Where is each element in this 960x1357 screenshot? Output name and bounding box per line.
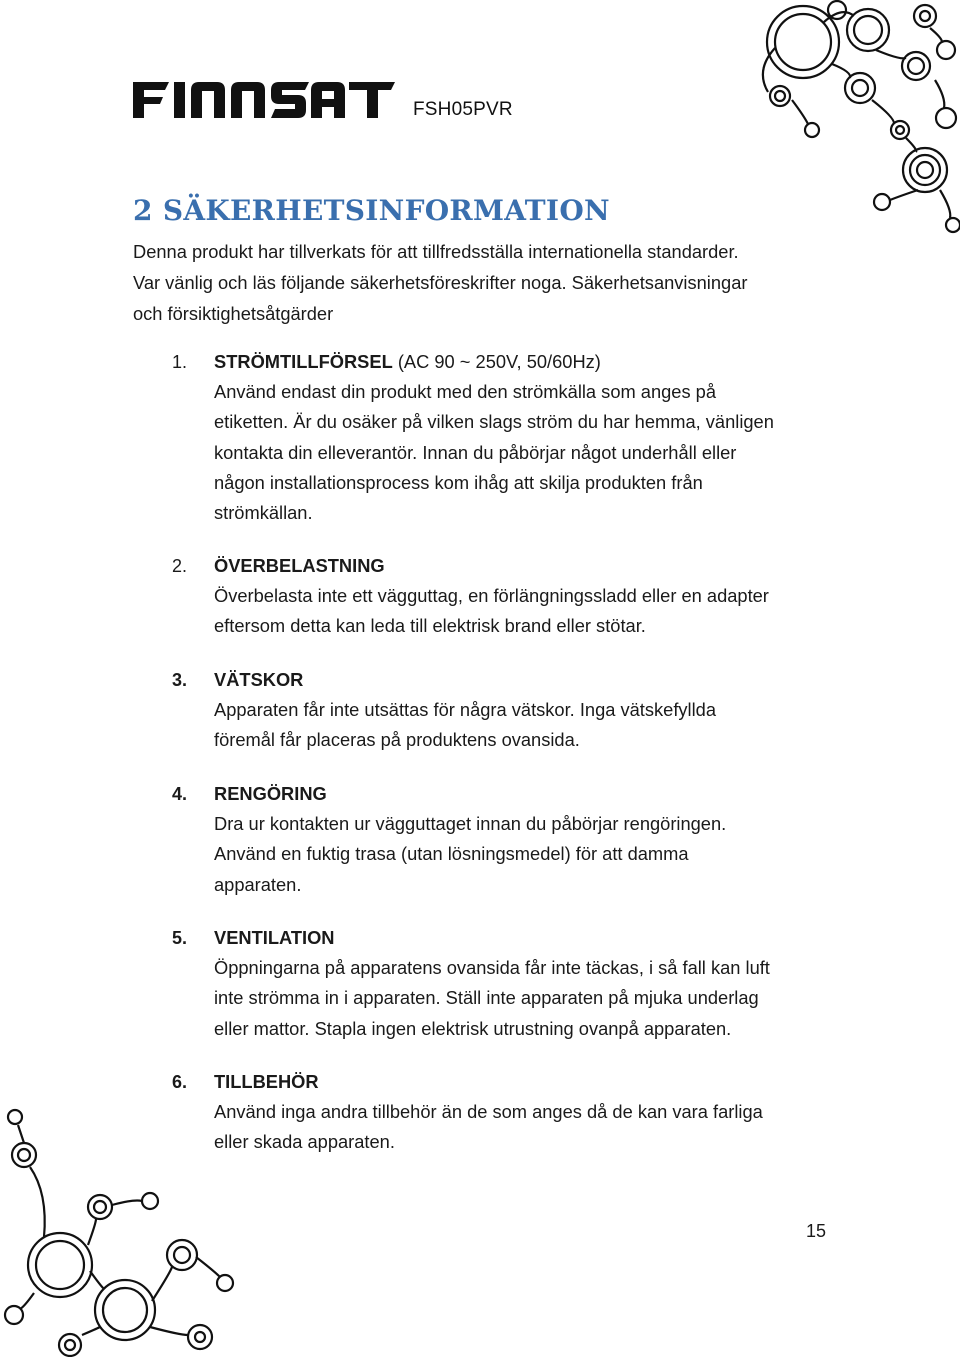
item-text: kontakta din elleverantör. Innan du påbörjar något underhåll eller bbox=[214, 441, 737, 463]
item-text: inte strömma in i apparaten. Ställ inte apparaten på mjuka underlag bbox=[214, 987, 759, 1009]
item-heading: ÖVERBELASTNING bbox=[214, 555, 385, 576]
item-text: eller skada apparaten. bbox=[214, 1131, 395, 1153]
item-heading-suffix: (AC 90 ~ 250V, 50/60Hz) bbox=[392, 351, 601, 372]
section-title: 2 SÄKERHETSINFORMATION bbox=[133, 194, 610, 227]
item-heading: TILLBEHÖR bbox=[214, 1071, 319, 1092]
item-content bbox=[214, 347, 854, 528]
intro-line: och försiktighetsåtgärder bbox=[133, 303, 334, 324]
item-text: Använd inga andra tillbehör än de som anges då de kan vara farliga bbox=[214, 1101, 763, 1123]
item-number: 6. bbox=[172, 1072, 188, 1092]
intro-paragraph bbox=[133, 236, 833, 329]
item-content bbox=[214, 1067, 854, 1158]
item-text: strömkällan. bbox=[214, 502, 313, 524]
item-text: Dra ur kontakten ur vägguttaget innan du påbörjar rengöringen. bbox=[214, 813, 727, 835]
item-number: 4. bbox=[172, 784, 188, 804]
item-heading: VÄTSKOR bbox=[214, 669, 304, 690]
item-text: Öppningarna på apparatens ovansida får inte täckas, i så fall kan luft bbox=[214, 957, 770, 979]
item-number: 2. bbox=[172, 556, 188, 576]
bubble-decoration-bottom-left bbox=[0, 1105, 240, 1357]
page-number: 15 bbox=[806, 1221, 827, 1241]
item-text: Använd endast din produkt med den strömkälla som anges på bbox=[214, 381, 717, 403]
item-heading: STRÖMTILLFÖRSEL bbox=[214, 351, 393, 372]
item-content bbox=[214, 551, 854, 642]
item-content bbox=[214, 665, 854, 756]
item-text: Överbelasta inte ett vägguttag, en förlängningssladd eller en adapter bbox=[214, 585, 769, 607]
item-number: 1. bbox=[172, 352, 188, 372]
intro-line: Denna produkt har tillverkats för att tillfredsställa internationella standarder. bbox=[133, 241, 739, 262]
intro-line: Var vänlig och läs följande säkerhetsföreskrifter noga. Säkerhetsanvisningar bbox=[133, 272, 748, 293]
bubble-decoration-top-right bbox=[560, 0, 960, 250]
item-text: Apparaten får inte utsättas för några vätskor. Inga vätskefyllda bbox=[214, 699, 717, 721]
item-text: Använd en fuktig trasa (utan lösningsmedel) för att damma bbox=[214, 843, 689, 865]
finnsat-logo bbox=[133, 78, 403, 122]
item-text: apparaten. bbox=[214, 873, 302, 895]
item-text: eller mattor. Stapla ingen elektrisk utrustning ovanpå apparaten. bbox=[214, 1017, 732, 1039]
item-text: någon installationsprocess kom ihåg att skilja produkten från bbox=[214, 471, 703, 493]
item-number: 3. bbox=[172, 670, 188, 690]
item-text: eftersom detta kan leda till elektrisk brand eller stötar. bbox=[214, 615, 646, 637]
item-text: föremål får placeras på produktens ovansida. bbox=[214, 729, 580, 751]
item-heading: RENGÖRING bbox=[214, 783, 327, 804]
model-number: FSH05PVR bbox=[413, 99, 513, 120]
item-content bbox=[214, 923, 854, 1044]
item-heading: VENTILATION bbox=[214, 927, 335, 948]
item-text: etiketten. Är du osäker på vilken slags ström du har hemma, vänligen bbox=[214, 411, 774, 433]
item-content bbox=[214, 779, 854, 900]
item-number: 5. bbox=[172, 928, 188, 948]
